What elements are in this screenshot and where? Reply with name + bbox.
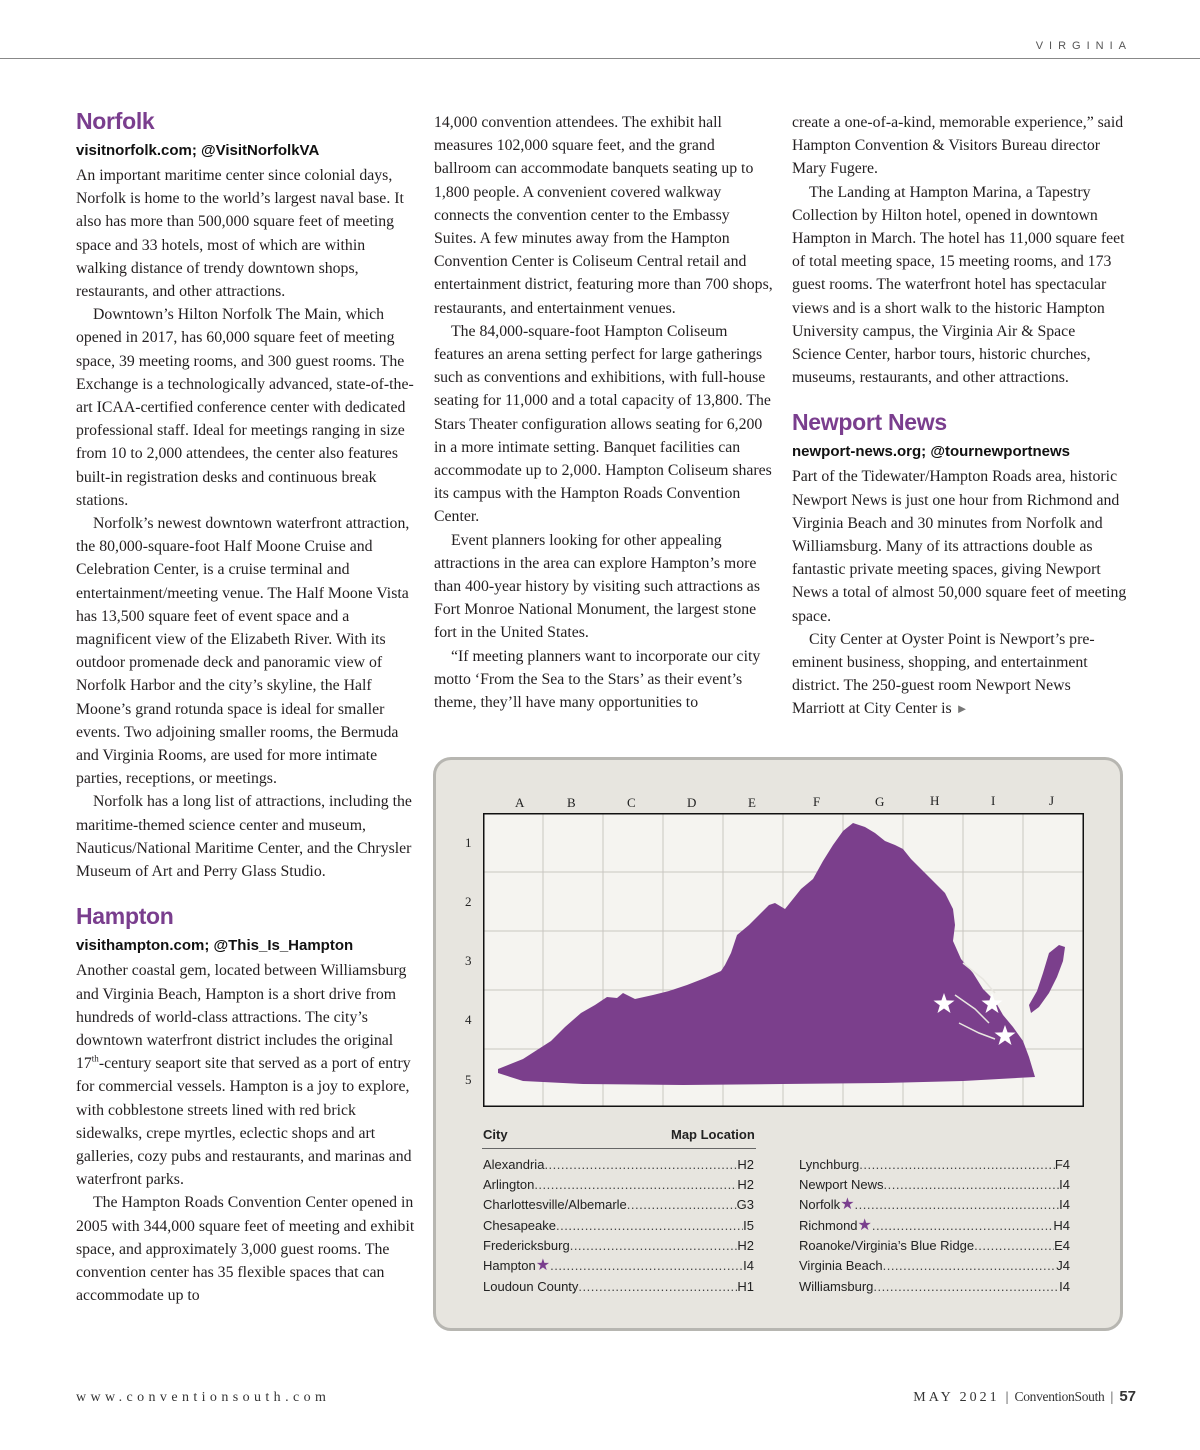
leader-dots	[855, 1197, 1060, 1212]
city-name: Richmond	[799, 1218, 858, 1233]
hampton-paragraph-2: The Hampton Roads Convention Center opened in 2005 with 344,000 square feet of meeting and exhibit space, and approximately 3,000 guest rooms. The convention center has 35 flexible spaces that can accommodate up to	[76, 1194, 415, 1305]
hampton-paragraph-5-continued: create a one-of-a-kind, memorable experience,” said Hampton Convention & Visitors Bureau director Mary Fugere.	[792, 114, 1124, 178]
map-location: J4	[1056, 1258, 1070, 1273]
map-location: I4	[743, 1258, 754, 1273]
city-name: Loudoun County	[483, 1279, 579, 1294]
hampton-paragraph-4: Event planners looking for other appealing attractions in the area can explore Hampton’s more than 400-year history by visiting such attractions as Fort Monroe National Monument, the largest stone fort in the United States.	[434, 531, 760, 642]
map-location: H2	[737, 1177, 754, 1192]
map-location: H2	[737, 1238, 754, 1253]
city-name: Virginia Beach	[799, 1258, 883, 1273]
city-row	[799, 1177, 1070, 1197]
header-rule	[0, 58, 1200, 59]
city-row	[483, 1197, 754, 1217]
footer-folio	[913, 1388, 1136, 1406]
leader-dots	[570, 1238, 738, 1253]
map-location: H2	[737, 1157, 754, 1172]
row-label: 4	[465, 1012, 472, 1027]
leader-dots	[859, 1157, 1055, 1172]
leader-dots	[627, 1197, 737, 1212]
city-name: Charlottesville/Albemarle	[483, 1197, 627, 1212]
norfolk-heading: Norfolk	[76, 108, 155, 134]
city-row	[483, 1218, 754, 1238]
map-location: I4	[1059, 1279, 1070, 1294]
city-row	[483, 1258, 754, 1278]
page-number: 57	[1119, 1388, 1136, 1405]
hampton-paragraph-2-continued: 14,000 convention attendees. The exhibit hall measures 102,000 square feet, and the grand ballroom can accommodate banquets seating up to 1,800 people. A convenient covered walkway connects the convention center to the Embassy Suites. A few minutes away from the Hampton Convention Center is Coliseum Central retail and entertainment district, featuring more than 700 shops, restaurants, and entertainment venues.	[434, 114, 773, 317]
map-location: I5	[743, 1218, 754, 1233]
col-label: A	[515, 795, 525, 810]
column-2	[434, 111, 774, 714]
city-name: Hampton	[483, 1258, 536, 1273]
hampton-paragraph-3: The 84,000-square-foot Hampton Coliseum features an arena setting perfect for large gatherings such as conventions and exhibitions, with full-house seating for 11,000 and a total capacity of 13,800. The Stars Theater configuration allows seating for 6,200 in a more intimate setting. Banquet facilities can accommodate up to 2,000. Hampton Coliseum shares its campus with the Hampton Roads Convention Center.	[434, 322, 772, 526]
col-label: E	[748, 795, 756, 810]
city-row	[483, 1238, 754, 1258]
col-label: G	[875, 794, 885, 809]
map-location: I4	[1059, 1177, 1070, 1192]
row-label: 5	[465, 1072, 472, 1087]
column-1	[76, 108, 416, 1307]
city-row	[799, 1157, 1070, 1177]
hampton-paragraph-5: “If meeting planners want to incorporate our city motto ‘From the Sea to the Stars’ as their event’s theme, they’ll have many opportunities to	[434, 647, 761, 712]
row-label: 3	[465, 953, 472, 968]
city-name: Newport News	[799, 1177, 884, 1192]
col-label: F	[813, 794, 821, 809]
issue-date: MAY 2021	[913, 1390, 1000, 1405]
col-label: C	[627, 795, 636, 810]
leader-dots	[550, 1258, 743, 1273]
leader-dots	[544, 1157, 737, 1172]
row-label: 1	[465, 835, 472, 850]
col-label: H	[930, 793, 940, 808]
leader-dots	[556, 1218, 743, 1233]
norfolk-paragraph-2: Downtown’s Hilton Norfolk The Main, which opened in 2017, has 60,000 square feet of meeting space, 39 meeting rooms, and 300 guest rooms. The Exchange is a technologically advanced, state-of-the-art ICAA-certified conference center with dedicated professional staff. Ideal for meetings ranging in size from 10 to 2,000 attendees, the center also features built-in registration desks and continuous break stations.	[76, 306, 414, 509]
city-name: Fredericksburg	[483, 1238, 570, 1253]
city-name: Alexandria	[483, 1157, 545, 1172]
norfolk-web-link[interactable]: visitnorfolk.com; @VisitNorfolkVA	[76, 142, 320, 159]
folio-separator: |	[1005, 1390, 1009, 1405]
map-location: I4	[1059, 1197, 1070, 1212]
map-location: H4	[1053, 1218, 1070, 1233]
city-name: Chesapeake	[483, 1218, 556, 1233]
virginia-map	[483, 813, 1084, 1107]
city-name: Arlington	[483, 1177, 535, 1192]
hampton-paragraph-1	[76, 959, 416, 1191]
hampton-paragraph-6: The Landing at Hampton Marina, a Tapestry Collection by Hilton hotel, opened in downtown Hampton in March. The hotel has 11,000 square feet of total meeting space, 15 meeting rooms, and 173 guest rooms. The waterfront hotel has spectacular views and is a short walk to the historic Hampton University campus, the Virginia Air & Space Science Center, harbor tours, historic churches, museums, restaurants, and other attractions.	[792, 183, 1125, 387]
city-name: Roanoke/Virginia’s Blue Ridge	[799, 1238, 975, 1253]
city-name: Norfolk	[799, 1197, 841, 1212]
hampton-web-link[interactable]: visithampton.com; @This_Is_Hampton	[76, 937, 354, 955]
table-header-location: Map Location	[671, 1127, 755, 1142]
leader-dots	[534, 1177, 737, 1192]
city-row	[799, 1218, 1070, 1238]
hampton-p1-part-b: -century seaport site that served as a port of entry for commercial vessels. Hampton is a joy to explore, with cobblestone streets lined with red brick sidewalks, crepe myrtles, eclectic shops and art galleries, cozy pubs and restaurants, and marinas and waterfront parks.	[76, 1055, 412, 1189]
newport-news-heading: Newport News	[792, 409, 947, 436]
col-label: D	[687, 795, 697, 810]
city-row	[483, 1279, 754, 1299]
newport-p2-text: City Center at Oyster Point is Newport’s pre-eminent business, shopping, and entertainment district. The 250-guest room Newport News Marriott at City Center is	[792, 630, 1095, 718]
leader-dots	[873, 1279, 1059, 1294]
city-name: Williamsburg	[799, 1279, 874, 1294]
city-row	[799, 1197, 1070, 1217]
hampton-p1-part-a: Another coastal gem, located between Williamsburg and Virginia Beach, Hampton is a short drive from hundreds of world-class attractions. The city’s downtown waterfront district includes the original 17	[76, 962, 407, 1073]
star-icon: ★	[840, 1196, 855, 1213]
continue-arrow-icon: ►	[955, 701, 969, 717]
table-header-rule	[482, 1148, 756, 1149]
leader-dots	[884, 1177, 1060, 1192]
map-location: G3	[736, 1197, 754, 1212]
city-row	[483, 1157, 754, 1177]
leader-dots	[974, 1238, 1054, 1253]
leader-dots	[872, 1218, 1054, 1233]
virginia-map-svg	[483, 813, 1084, 1107]
leader-dots	[578, 1279, 737, 1294]
superscript: th	[91, 1053, 99, 1064]
map-location: F4	[1054, 1157, 1070, 1172]
footer-website[interactable]: www.conventionsouth.com	[76, 1390, 331, 1405]
norfolk-paragraph-4: Norfolk has a long list of attractions, including the maritime-themed science center and museum, Nauticus/National Maritime Center, and the Chrysler Museum of Art and Perry Glass Studio.	[76, 793, 412, 881]
col-label: B	[567, 795, 576, 810]
folio-separator: |	[1110, 1390, 1114, 1405]
city-row	[799, 1279, 1070, 1299]
column-3	[792, 111, 1127, 721]
row-label: 2	[465, 894, 472, 909]
star-icon: ★	[857, 1217, 872, 1234]
section-tag: VIRGINIA	[1035, 40, 1132, 52]
col-label: I	[991, 793, 996, 808]
newport-news-web-link[interactable]: newport-news.org; @tournewportnews	[792, 443, 1070, 461]
map-location: E4	[1054, 1238, 1070, 1253]
norfolk-paragraph-3: Norfolk’s newest downtown waterfront attraction, the 80,000-square-foot Half Moone Cruise and Celebration Center, is a cruise terminal and entertainment/meeting venue. The Half Moone Vista has 13,500 square feet of event space and a magnificent view of the Elizabeth River. With its outdoor promenade deck and panoramic view of Norfolk Harbor and the city’s skyline, the Half Moone’s grand rotunda space is ideal for smaller events. Two adjoining smaller rooms, the Bermuda and Virginia Rooms, are used for more intimate parties, receptions, or meetings.	[76, 515, 410, 788]
table-header-city: City	[483, 1127, 508, 1142]
leader-dots	[883, 1258, 1057, 1273]
newport-paragraph-2	[792, 628, 1127, 721]
star-icon: ★	[535, 1257, 551, 1274]
magazine-name: ConventionSouth	[1014, 1389, 1105, 1404]
city-row	[799, 1258, 1070, 1278]
newport-paragraph-1: Part of the Tidewater/Hampton Roads area, historic Newport News is just one hour from Richmond and Virginia Beach and 30 minutes from Norfolk and Williamsburg. Many of its attractions double as fantastic private meeting spaces, giving Newport News a total of almost 50,000 square feet of meeting space.	[792, 468, 1127, 625]
map-location: H1	[737, 1279, 754, 1294]
city-name: Lynchburg	[799, 1157, 860, 1172]
col-label: J	[1049, 793, 1055, 808]
norfolk-paragraph-1: An important maritime center since colonial days, Norfolk is home to the world’s largest naval base. It also has more than 500,000 square feet of meeting space and 33 hotels, most of which are within walking distance of trendy downtown shops, restaurants, and other attractions.	[76, 167, 404, 301]
city-row	[799, 1238, 1070, 1258]
city-row	[483, 1177, 754, 1197]
hampton-heading: Hampton	[76, 903, 174, 930]
